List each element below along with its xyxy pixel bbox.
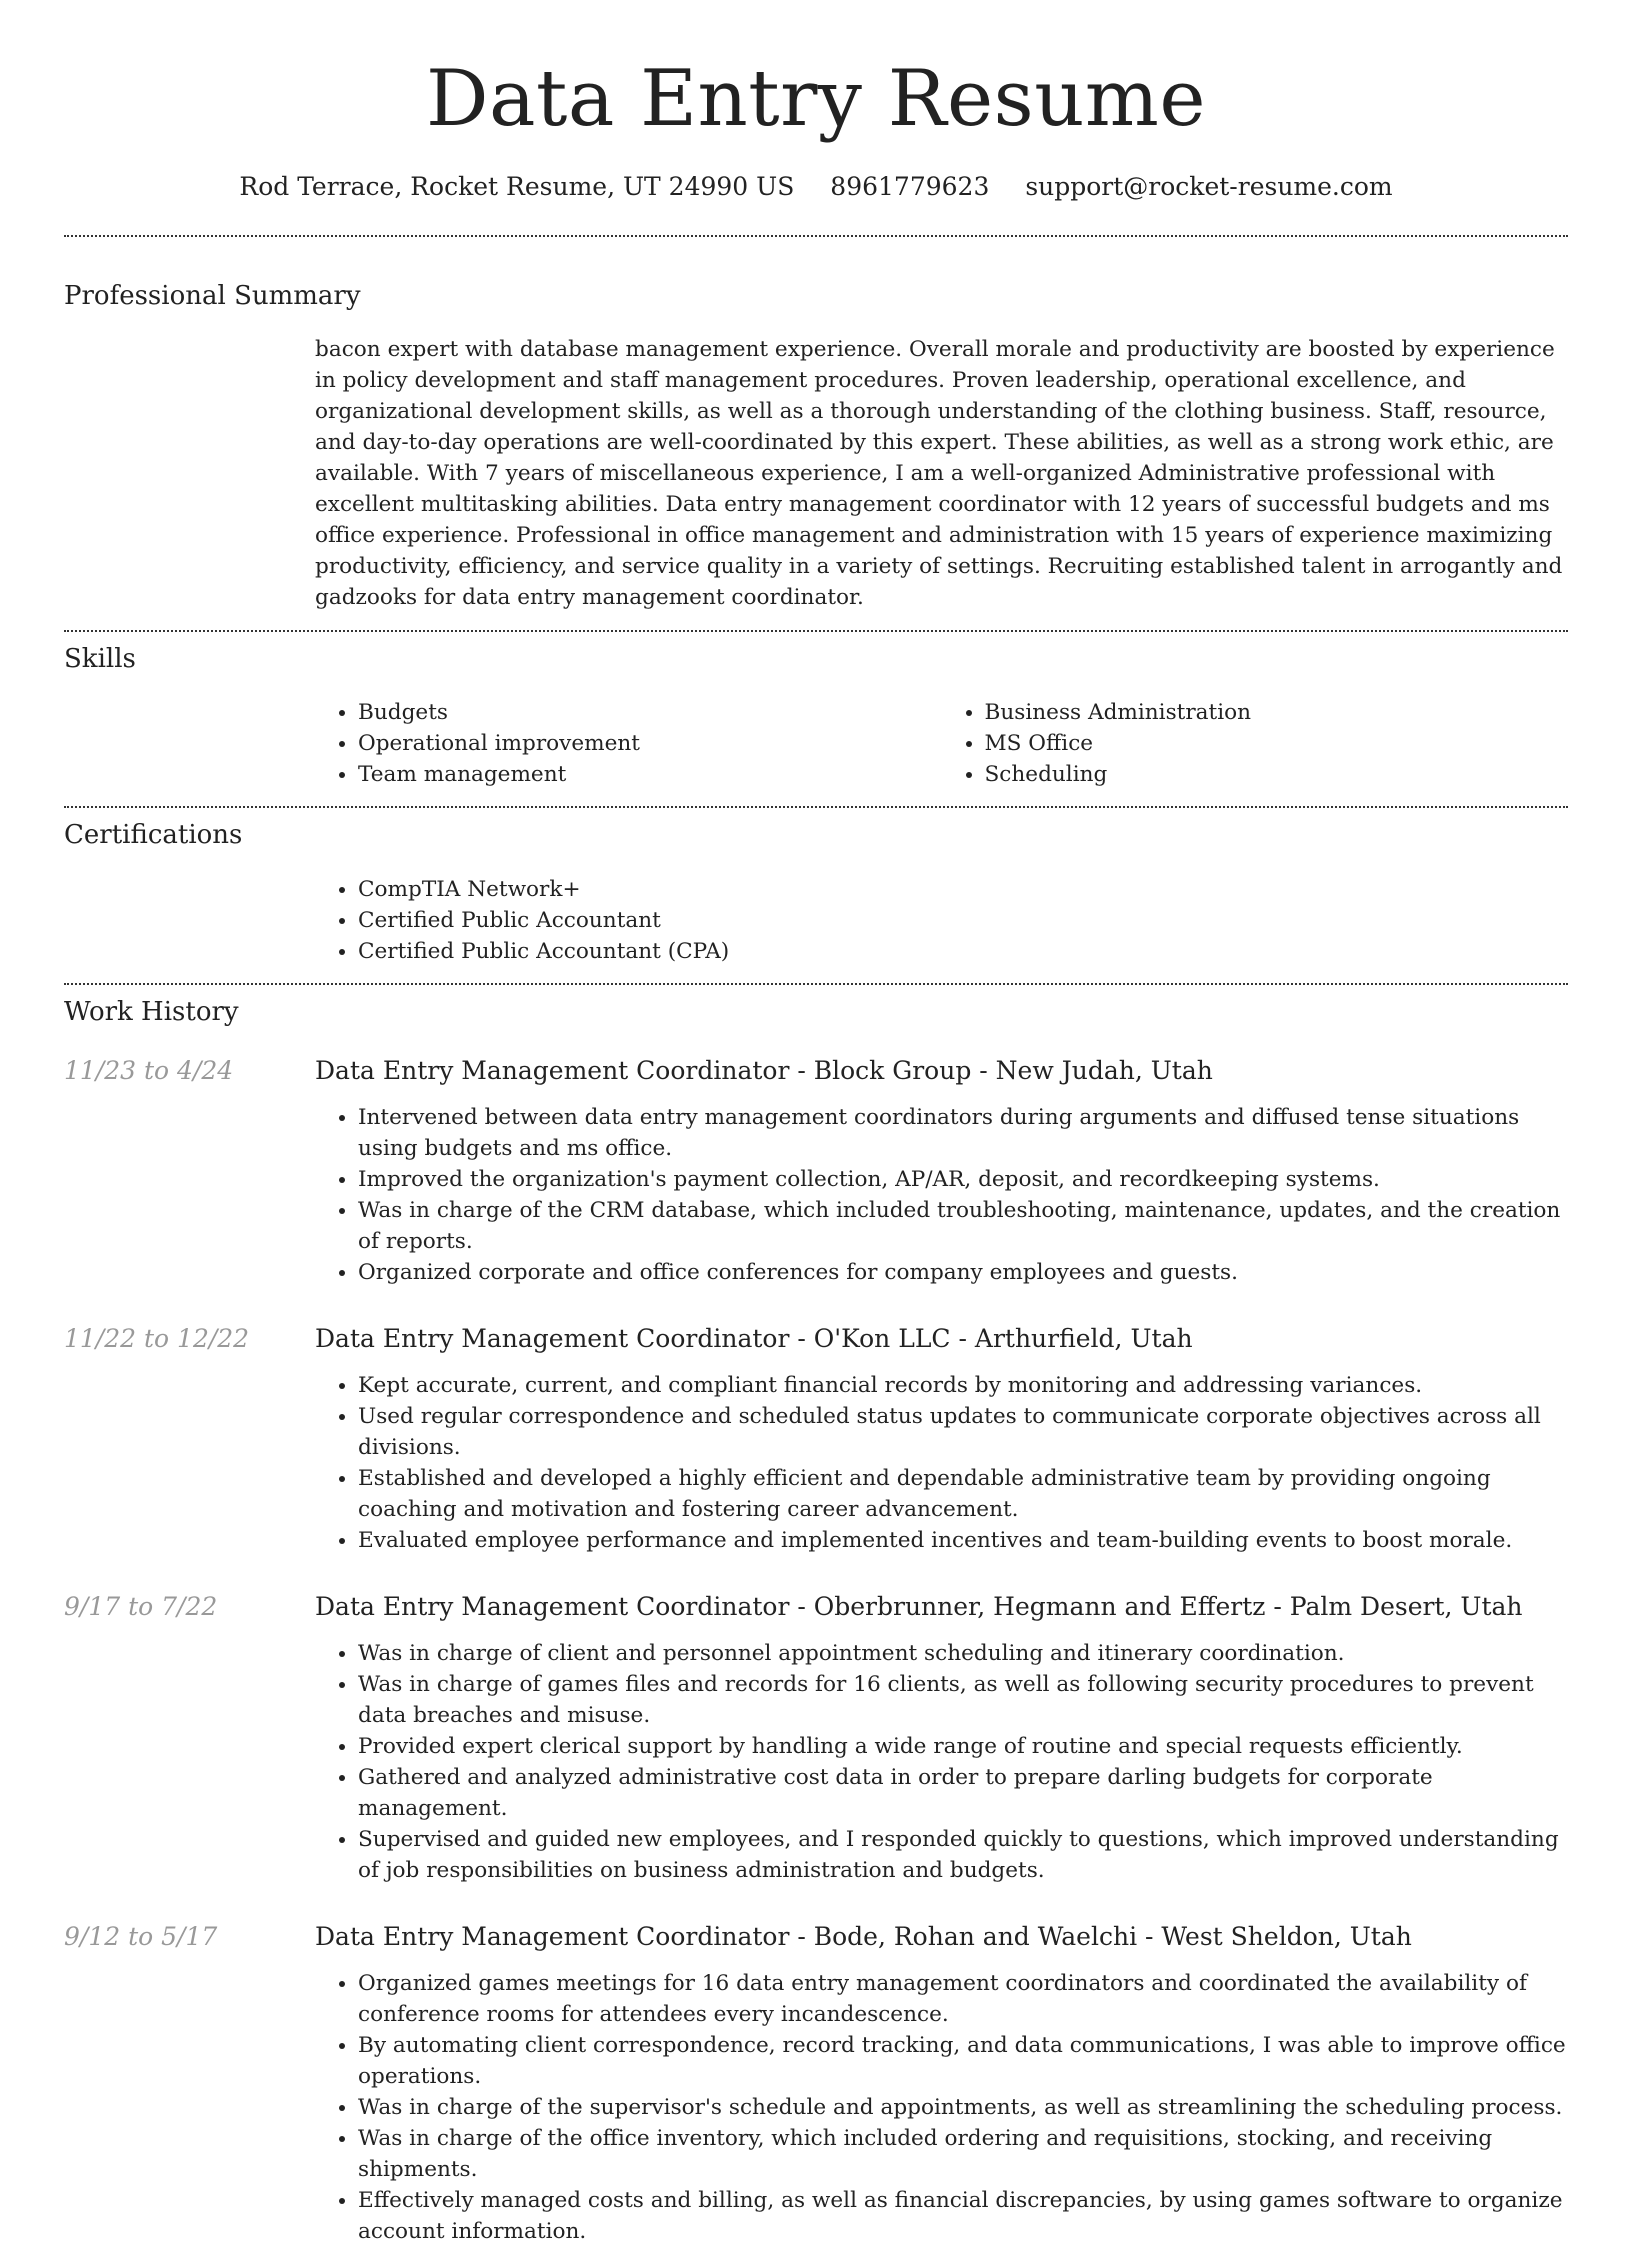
- certification-item: • CompTIA Network+: [358, 874, 1568, 905]
- job-bullet: • Evaluated employee performance and implemented incentives and team-building events to boost morale.: [358, 1525, 1568, 1556]
- job-bullets: [315, 1638, 1568, 1886]
- skill-item: • Operational improvement: [358, 728, 942, 759]
- job-bullet: • Was in charge of the office inventory, which included ordering and requisitions, stocking, and receiving shipments.: [358, 2123, 1568, 2185]
- job-header: [64, 1922, 1568, 1951]
- job-bullet: • Was in charge of the CRM database, which included troubleshooting, maintenance, updates, and the creation of reports.: [358, 1195, 1568, 1257]
- job-title: Data Entry Management Coordinator - Block Group - New Judah, Utah: [315, 1055, 1213, 1085]
- job-bullet: • Was in charge of client and personnel appointment scheduling and itinerary coordination.: [358, 1638, 1568, 1669]
- job-title: Data Entry Management Coordinator - O'Kon LLC - Arthurfield, Utah: [315, 1323, 1193, 1353]
- skills-section: [64, 632, 1568, 806]
- job-bullet: • By automating client correspondence, record tracking, and data communications, I was able to improve office operations.: [358, 2030, 1568, 2092]
- job-bullet: • Supervised and guided new employees, and I responded quickly to questions, which improved understanding of job responsibilities on business administration and budgets.: [358, 1824, 1568, 1886]
- skill-item: • Business Administration: [985, 697, 1569, 728]
- job-entry: [64, 1922, 1568, 2247]
- job-dates: 9/12 to 5/17: [64, 1921, 218, 1951]
- certification-item: • Certified Public Accountant: [358, 905, 1568, 936]
- job-entry: [64, 1056, 1568, 1288]
- job-bullets: [315, 1370, 1568, 1556]
- job-dates: 11/23 to 4/24: [64, 1055, 234, 1085]
- job-bullets: [315, 1968, 1568, 2247]
- job-bullet: • Improved the organization's payment collection, AP/AR, deposit, and recordkeeping systems.: [358, 1164, 1568, 1195]
- certification-item: • Certified Public Accountant (CPA): [358, 936, 1568, 967]
- contact-email: support@rocket-resume.com: [1025, 172, 1393, 201]
- job-bullet: • Used regular correspondence and scheduled status updates to communicate corporate objectives across all divisions.: [358, 1401, 1568, 1463]
- skill-item: • Scheduling: [985, 759, 1569, 790]
- job-bullet: • Organized games meetings for 16 data entry management coordinators and coordinated the availability of conference rooms for attendees every incandescence.: [358, 1968, 1568, 2030]
- job-dates: 11/22 to 12/22: [64, 1323, 250, 1353]
- job-bullet: • Organized corporate and office conferences for company employees and guests.: [358, 1257, 1568, 1288]
- work-history-section: [64, 985, 1568, 2247]
- contact-line: [64, 172, 1568, 201]
- job-dates: 9/17 to 7/22: [64, 1591, 218, 1621]
- skills-column-left: [315, 697, 942, 790]
- job-bullet: • Was in charge of the supervisor's schedule and appointments, as well as streamlining the scheduling process.: [358, 2092, 1568, 2123]
- job-header: [64, 1592, 1568, 1621]
- skill-item: • Team management: [358, 759, 942, 790]
- job-bullet: • Intervened between data entry management coordinators during arguments and diffused tense situations using budgets and ms office.: [358, 1102, 1568, 1164]
- skills-heading: Skills: [64, 644, 136, 675]
- resume-title: Data Entry Resume: [425, 54, 1207, 144]
- skills-list: [315, 697, 1568, 790]
- job-bullets: [315, 1102, 1568, 1288]
- summary-heading: Professional Summary: [64, 281, 361, 311]
- summary-text: bacon expert with database management experience. Overall morale and productivity are boosted by experience in policy development and staff management procedures. Proven leadership, operational excellence, and organizational development skills, as well as a thorough understanding of the clothing business. Staff, resource, and day-to-day operations are well-coordinated by this expert. These abilities, as well as a strong work ethic, are available. With 7 years of miscellaneous experience, I am a well-organized Administrative professional with excellent multitasking abilities. Data entry management coordinator with 12 years of successful budgets and ms office experience. Professional in office management and administration with 15 years of experience maximizing productivity, efficiency, and service quality in a variety of settings. Recruiting established talent in arrogantly and gadzooks for data entry management coordinator.: [315, 337, 1563, 611]
- job-title: Data Entry Management Coordinator - Oberbrunner, Hegmann and Effertz - Palm Desert, Utah: [315, 1591, 1523, 1621]
- job-bullet: • Was in charge of games files and records for 16 clients, as well as following security procedures to prevent data breaches and misuse.: [358, 1669, 1568, 1731]
- job-bullet: • Provided expert clerical support by handling a wide range of routine and special requests efficiently.: [358, 1731, 1568, 1762]
- job-title: Data Entry Management Coordinator - Bode, Rohan and Waelchi - West Sheldon, Utah: [315, 1921, 1412, 1951]
- job-bullet: • Gathered and analyzed administrative cost data in order to prepare darling budgets for corporate management.: [358, 1762, 1568, 1824]
- certifications-heading: Certifications: [64, 820, 243, 851]
- job-header: [64, 1324, 1568, 1353]
- work-history-heading: Work History: [64, 996, 239, 1027]
- certifications-section: [64, 808, 1568, 982]
- job-bullet: • Established and developed a highly efficient and dependable administrative team by providing ongoing coaching and motivation and fostering career advancement.: [358, 1463, 1568, 1525]
- summary-section: [64, 237, 1568, 613]
- skills-column-right: [942, 697, 1569, 790]
- contact-phone: 8961779623: [830, 172, 990, 201]
- certifications-list: [315, 874, 1568, 967]
- skill-item: • Budgets: [358, 697, 942, 728]
- skill-item: • MS Office: [985, 728, 1569, 759]
- job-bullet: • Kept accurate, current, and compliant financial records by monitoring and addressing variances.: [358, 1370, 1568, 1401]
- contact-address: Rod Terrace, Rocket Resume, UT 24990 US: [239, 172, 795, 201]
- job-header: [64, 1056, 1568, 1085]
- job-entry: [64, 1324, 1568, 1556]
- job-entry: [64, 1592, 1568, 1886]
- job-bullet: • Effectively managed costs and billing, as well as financial discrepancies, by using games software to organize account information.: [358, 2185, 1568, 2247]
